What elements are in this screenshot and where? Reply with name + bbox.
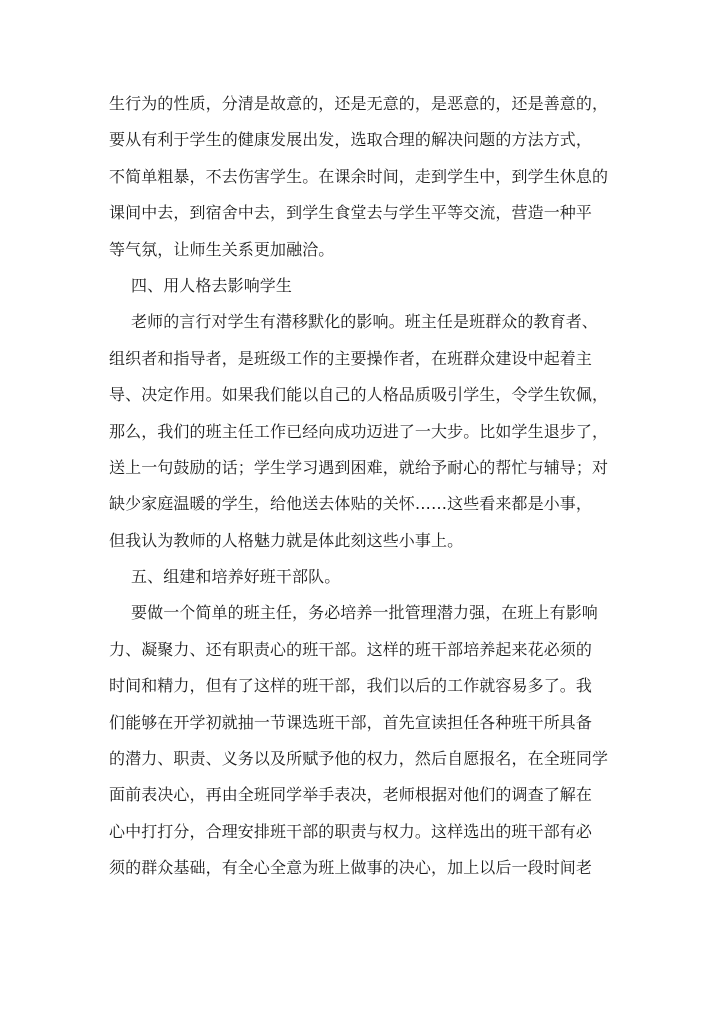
text-line: 老师的言行对学生有潜移默化的影响。班主任是班群众的教育者、 [131,312,598,332]
text-line: 要做一个简单的班主任，务必培养一批管理潜力强，在班上有影响 [131,603,598,623]
text-line: 不简单粗暴，不去伤害学生。在课余时间，走到学生中，到学生休息的 [109,166,609,186]
text-line: 生行为的性质，分清是故意的，还是无意的，是恶意的，还是善意的， [109,94,609,113]
text-line: 要从有利于学生的健康发展出发，选取合理的解决问题的方法方式， [109,130,593,150]
text-line: 力、凝聚力、还有职责心的班干部。这样的班干部培养起来花必须的 [109,639,593,659]
text-line: 的潜力、职责、义务以及所赋予他的权力，然后自愿报名，在全班同学 [109,749,609,769]
text-line: 等气氛，让师生关系更加融洽。 [109,239,335,259]
text-line: 五、组建和培养好班干部队。 [131,567,341,587]
text-line: 组织者和指导者，是班级工作的主要操作者，在班群众建设中起着主 [109,348,593,368]
text-line: 导、决定作用。如果我们能以自己的人格品质吸引学生，令学生钦佩， [109,385,609,405]
text-line: 四、用人格去影响学生 [131,275,293,295]
text-line: 面前表决心，再由全班同学举手表决，老师根据对他们的调查了解在 [109,785,593,805]
text-line: 们能够在开学初就抽一节课选班干部，首先宣读担任各种班干所具备 [109,712,593,732]
text-line: 须的群众基础，有全心全意为班上做事的决心，加上以后一段时间老 [109,858,593,878]
text-line: 课间中去，到宿舍中去，到学生食堂去与学生平等交流，营造一种平 [109,203,593,223]
text-line: 送上一句鼓励的话；学生学习遇到困难，就给予耐心的帮忙与辅导；对 [109,457,609,477]
text-line: 那么，我们的班主任工作已经向成功迈进了一大步。比如学生退步了， [109,421,609,441]
text-line: 缺少家庭温暖的学生，给他送去体贴的关怀……这些看来都是小事， [109,494,593,514]
text-line: 但我认为教师的人格魅力就是体此刻这些小事上。 [109,530,464,550]
body-text [109,86,609,887]
text-line: 时间和精力，但有了这样的班干部，我们以后的工作就容易多了。我 [109,676,593,696]
text-line: 心中打打分，合理安排班干部的职责与权力。这样选出的班干部有必 [109,821,593,841]
